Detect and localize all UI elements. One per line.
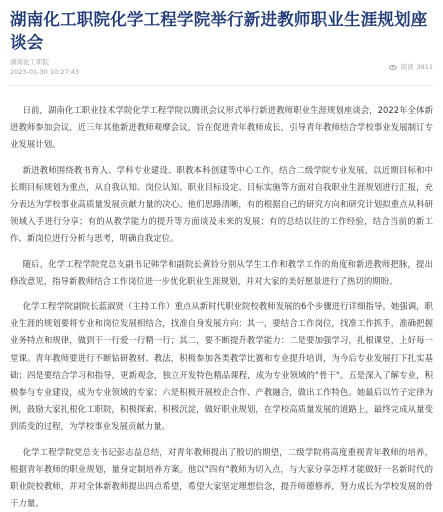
article-source: 湖南化工职院 bbox=[10, 58, 49, 66]
article-body bbox=[10, 86, 433, 512]
eye-icon bbox=[389, 65, 397, 70]
paragraph: 随后，化学工程学院党总支副书记韩学和副院长黄铃分别从学生工作和教学工作的角度和新进教师把脉，提出修改意见，指导新教师结合工作岗位进一步优化职业生涯规划，并对大家的美好愿景进行了热切的期盼。 bbox=[10, 258, 433, 286]
paragraph: 日前，湖南化工职业技术学院化学工程学院以腾讯会议形式举行新进教师职业生涯规划座谈会，2022年全体新进教师参加会议，近三年其他新进教师观摩会议，旨在促进青年教师成长，引导青年教师结合学校事业发展制订专业发展计划。 bbox=[10, 105, 433, 150]
meta-left bbox=[10, 57, 79, 77]
paragraph: 化学工程学院党总支书记彭志益总结，对青年教师提出了殷切的期望，二级学院将高度重视青年教师的培养，根据青年教师的职业规划，量身定制培养方案。他以"四有"教师为切入点，与大家分享怎样才能做好一名新时代的职业院校教师，并对全体新教师提出四点希望，希望大家坚定理想信念，提升师德修养，努力成长为学校发展的骨干力量。 bbox=[10, 446, 433, 509]
view-count bbox=[389, 62, 433, 72]
article-meta bbox=[10, 57, 433, 86]
views-label: 阅读 bbox=[400, 63, 414, 71]
article-title: 湖南化工职院化学工程学院举行新进教师职业生涯规划座谈会 bbox=[10, 10, 428, 52]
article-date: 2023-01-30 10:27:43 bbox=[10, 68, 80, 76]
paragraph: 化学工程学院副院长蓝淑贤（主持工作）重点从新时代职业院校教师发展的6个步骤进行详细指导。她强调，职业生涯的规划要将专业和岗位发展相结合，找准自身发展方向：其一，要结合工作岗位，找准工作抓手，准确把握业务特点和规律，做到干一行爱一行精一行；其二，要不断提升教学能力：二是要加强学习，扎根课堂，上好每一堂课。青年教师要进行不断钻研教材、教法，积极参加各类教学比赛和专业提升培训，为今后专业发展打下扎实基础；四是要结合学习和指导，更新观念，独立开发特色精品课程，成为专业领域的"骨干"。五是深入了解专业，积极参与专业建设，成为专业领域的专家；六是积极开展校企合作、产教融合，做出工作特色。她最后以竹子定律为例，鼓励大家扎根化工职院，积极探索、积极沉淀，做好职业规划，在学校高质量发展的道路上，最终完成从量变到质变的过程，为学校事业发展贡献力量。 bbox=[10, 301, 433, 432]
views-number: 3911 bbox=[416, 63, 433, 71]
paragraph: 新进教师围绕教书育人、学科专业建设、职教本科创建等中心工作，结合二级学院专业发展，以近期目标和中长期目标规划为重点，从自我认知、岗位认知、职业目标设定、目标实施等方面对自我职业生涯规划进行汇报，充分表达为学校事业高质量发展贡献力量的决心。他们思路清晰，有的根据自己的研究方向和研究计划拟重点从科研领域入手进行分享；有的从教学能力的提升等方面谈及未来的发展；有的总结以往的工作经验，结合当前的新工作、新岗位进行分析与思考，明确自我定位。 bbox=[10, 164, 433, 244]
